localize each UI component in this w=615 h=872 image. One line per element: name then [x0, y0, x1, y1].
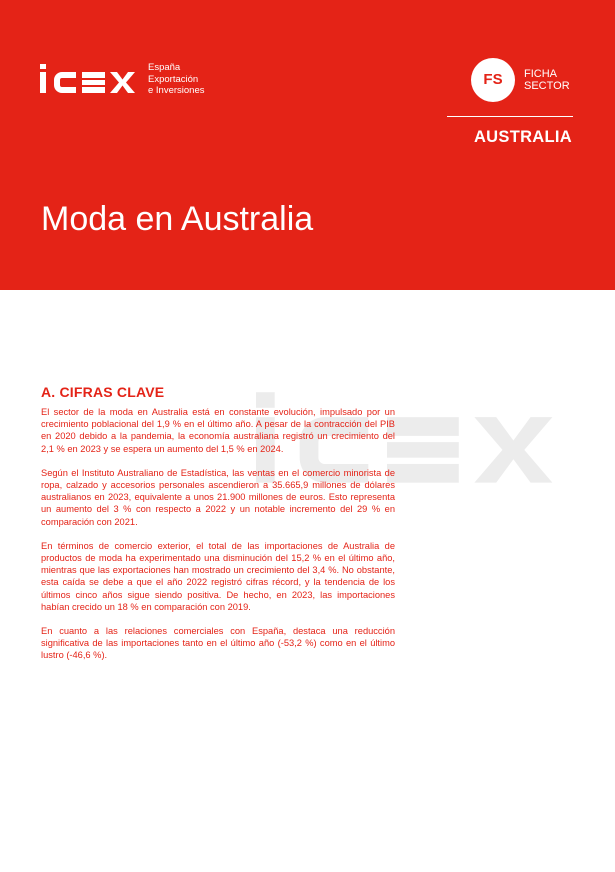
- paragraph: El sector de la moda en Australia está en constante evolución, impulsado por un crecimiento poblacional del 1,9 % en el último año. A pesar de la contracción del PIB en 2020 debido a la pandemia, la economía australiana registró un crecimiento del 2,1 % en 2023 y se espera un aumento del 1,5 % en 2024.: [41, 407, 395, 454]
- fs-badge: FS: [471, 58, 515, 102]
- section-heading: A. CIFRAS CLAVE: [41, 384, 165, 400]
- paragraph: Según el Instituto Australiano de Estadística, las ventas en el comercio minorista de ropa, calzado y accesorios personales ascendieron a 35.665,9 millones de dólares australianos en 2023, equivalente a unos 21.900 millones de euros. Esto representa un aumento del 3 % con respecto a 2022 y un notable incremento del 29 % en comparación con 2021.: [41, 467, 395, 527]
- logo-tagline-line: Exportación: [148, 73, 199, 85]
- header-divider: [447, 116, 573, 117]
- page-title: Moda en Australia: [41, 200, 314, 238]
- section-cifras-clave: [41, 384, 395, 674]
- logo-tagline: [148, 62, 238, 97]
- logo-tagline-line: e Inversiones: [148, 85, 205, 96]
- logo-tagline-line: España: [148, 62, 181, 73]
- ficha-sector-label: [524, 68, 570, 92]
- country-label: AUSTRALIA: [473, 128, 572, 146]
- badge-label-line: SECTOR: [524, 80, 570, 92]
- paragraph: En cuanto a las relaciones comerciales con España, destaca una reducción significativa de las importaciones tanto en el último año (-53,2 %) como en el último lustro (-46,6 %).: [41, 626, 395, 661]
- icex-logo-mark: [40, 62, 140, 96]
- badge-label-line: FICHA: [524, 68, 557, 80]
- header-banner: [0, 0, 615, 290]
- paragraph: En términos de comercio exterior, el total de las importaciones de Australia de productos de moda ha experimentado una disminución del 15,2 % en el último año, mientras que las exportaciones han mostrado un crecimiento del 3,4 %. No obstante, esta caída se debe a que el año 2022 registró cifras récord, y la tendencia de los últimos cinco años sigue siendo positiva. De hecho, en 2023, las importaciones habían crecido un 18 % en comparación con 2019.: [41, 540, 395, 612]
